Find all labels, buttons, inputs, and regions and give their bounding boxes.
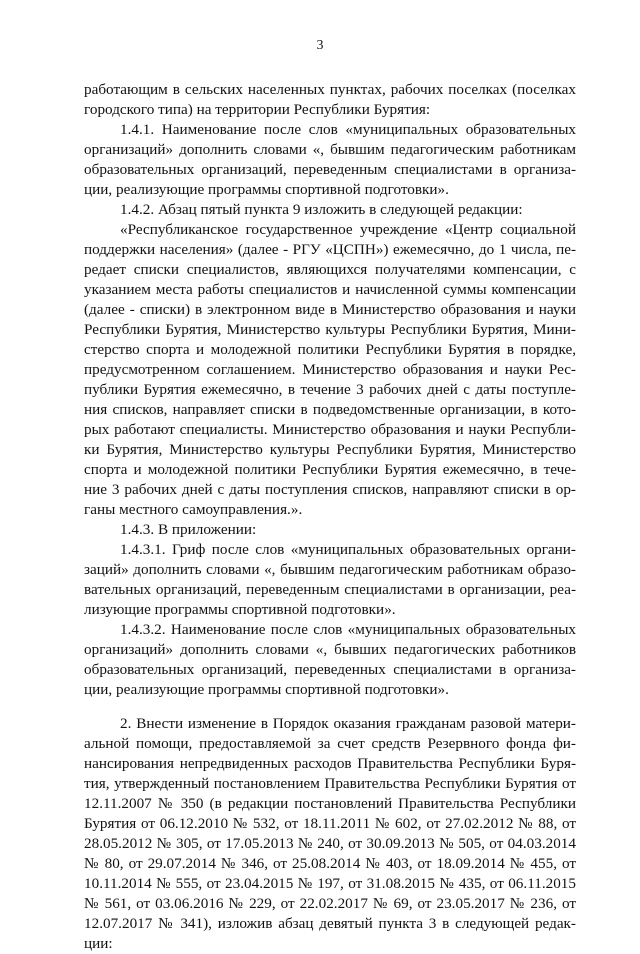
text-line: 1.4.1. Наименование после слов «муниципальных образовательных <box>120 121 576 138</box>
text-line: спорта и молодежной политики Республики Бурятия ежемесячно, в тече- <box>84 461 576 478</box>
text-line: 10.11.2014 № 555, от 23.04.2015 № 197, от 31.08.2015 № 435, от 06.11.2015 <box>84 875 576 892</box>
text-line: Бурятия от 06.12.2010 № 532, от 18.11.2011 № 602, от 27.02.2012 № 88, от <box>84 815 576 832</box>
text-line: образовательных организаций, переведенных специалистами в организа- <box>84 661 576 678</box>
text-line: 1.4.3.2. Наименование после слов «муниципальных образовательных <box>120 621 576 638</box>
text-line: указанием места работы специалистов и начисленной суммы компенсации <box>84 281 576 298</box>
text-line: 1.4.3.1. Гриф после слов «муниципальных образовательных органи- <box>120 541 576 558</box>
text-line: ганы местного самоуправления.». <box>84 501 303 518</box>
text-line: публики Бурятия ежемесячно, в течение 3 рабочих дней с даты поступле- <box>84 381 576 398</box>
text-line: организаций» дополнить словами «, бывших педагогических работников <box>84 641 576 658</box>
text-line: (далее - списки) в электронном виде в Министерство образования и науки <box>84 301 576 318</box>
text-line: образовательных организаций, переведенным специалистами в организа- <box>84 161 576 178</box>
text-line: ния списков, направляет списки в подведомственные организации, в кото- <box>84 401 576 418</box>
text-line: нансирования непредвиденных расходов Правительства Республики Буря- <box>84 755 576 772</box>
page-number: 3 <box>316 38 324 53</box>
text-line: заций» дополнить словами «, бывшим педагогическим работникам образо- <box>84 561 576 578</box>
text-line: работающим в сельских населенных пунктах, рабочих поселках (поселках <box>84 81 576 98</box>
text-line: поддержки населения» (далее - РГУ «ЦСПН») ежемесячно, до 1 числа, пе- <box>84 241 576 258</box>
text-line: стерство спорта и молодежной политики Республики Бурятия в порядке, <box>84 341 576 358</box>
text-line: 12.07.2017 № 341), изложив абзац девятый пункта 3 в следующей редак- <box>84 915 576 932</box>
text-line: предусмотренном соглашением. Министерство образования и науки Рес- <box>84 361 576 378</box>
text-line: 28.05.2012 № 305, от 17.05.2013 № 240, от 30.09.2013 № 505, от 04.03.2014 <box>84 835 576 852</box>
text-line: лизующие программы спортивной подготовки». <box>84 601 396 618</box>
text-line: 1.4.2. Абзац пятый пункта 9 изложить в следующей редакции: <box>120 201 523 218</box>
text-line: городского типа) на территории Республики Бурятия: <box>84 101 431 118</box>
text-line: альной помощи, предоставляемой за счет средств Резервного фонда фи- <box>84 735 576 752</box>
text-line: организаций» дополнить словами «, бывшим педагогическим работникам <box>84 141 576 158</box>
text-line: Республики Бурятия, Министерство культуры Республики Бурятия, Мини- <box>84 321 576 338</box>
text-line: № 561, от 03.06.2016 № 229, от 22.02.2017 № 69, от 23.05.2017 № 236, от <box>84 895 576 912</box>
text-line: «Республиканское государственное учреждение «Центр социальной <box>120 221 576 238</box>
text-line: № 80, от 29.07.2014 № 346, от 25.08.2014 № 403, от 18.09.2014 № 455, от <box>84 855 576 872</box>
text-line: 12.11.2007 № 350 (в редакции постановлений Правительства Республики <box>84 795 576 812</box>
text-line: ние 3 рабочих дней с даты поступления списков, направляют списки в ор- <box>84 481 576 498</box>
text-line: ции, реализующие программы спортивной подготовки». <box>84 681 449 698</box>
text-line: ции, реализующие программы спортивной подготовки». <box>84 181 449 198</box>
text-line: тия, утвержденный постановлением Правительства Республики Бурятия от <box>84 775 576 792</box>
text-line: 2. Внести изменение в Порядок оказания гражданам разовой матери- <box>120 715 576 732</box>
text-line: вательных организаций, переведенным специалистами в организации, реа- <box>84 581 576 598</box>
text-line: рых работают специалисты. Министерство образования и науки Республи- <box>84 421 576 438</box>
text-line: 1.4.3. В приложении: <box>120 521 257 538</box>
text-line: редает списки специалистов, являющихся получателями компенсации, с <box>84 261 576 278</box>
text-line: ки Бурятия, Министерство культуры Республики Бурятия, Министерство <box>84 441 576 458</box>
text-line: ции: <box>84 935 113 952</box>
